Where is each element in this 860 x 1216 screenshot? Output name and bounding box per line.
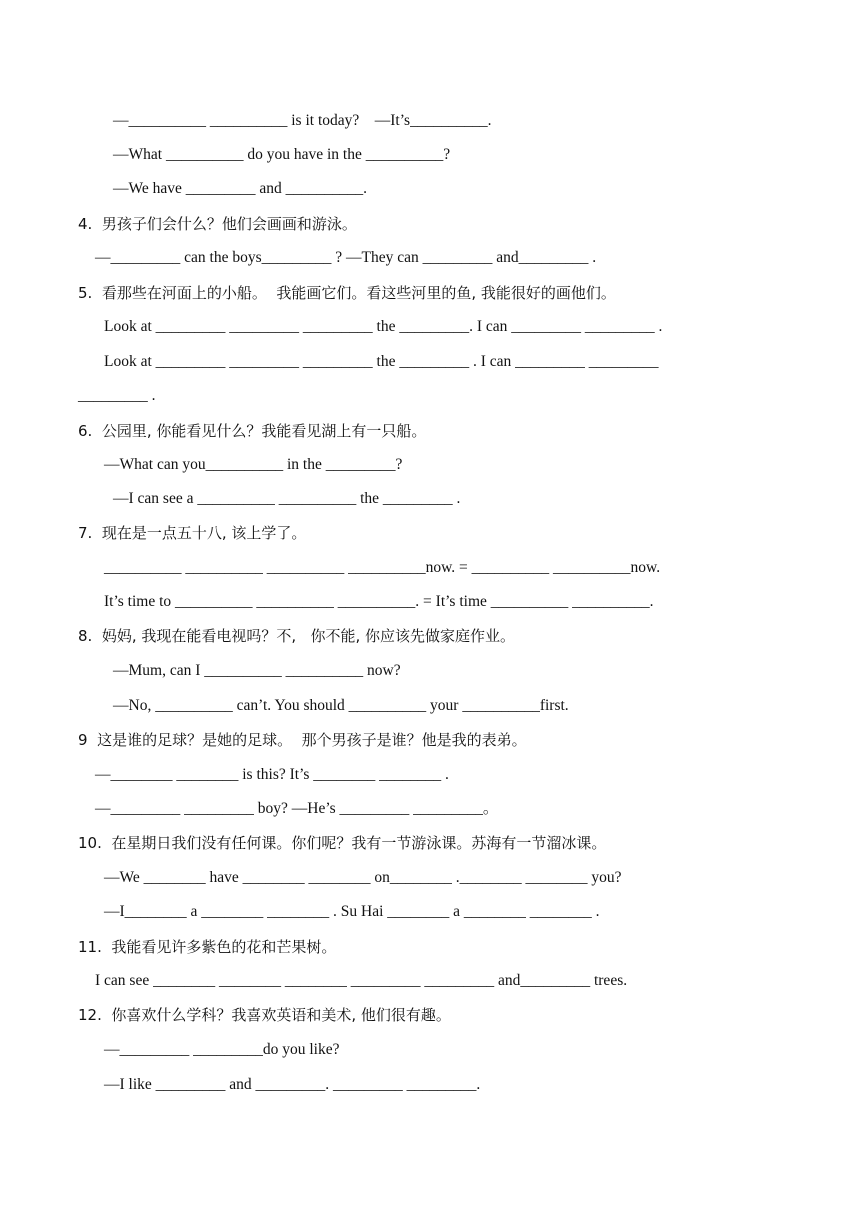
- q3-answer-line: —We have _________ and __________.: [113, 180, 368, 197]
- q10-prompt: 10. 在星期日我们没有任何课。你们呢？我有一节游泳课。苏海有一节溜冰课。: [78, 834, 607, 852]
- q8-line-1: —Mum, can I __________ __________ now?: [113, 662, 401, 679]
- q7-line-2: It’s time to __________ __________ __________. = It’s time __________ __________.: [104, 593, 654, 610]
- q6-prompt: 6. 公园里, 你能看见什么？我能看见湖上有一只船。: [78, 422, 427, 440]
- q5-prompt: 5. 看那些在河面上的小船。 我能画它们。看这些河里的鱼, 我能很好的画他们。: [78, 284, 616, 302]
- q5-line-3: _________ .: [78, 387, 156, 404]
- q8-prompt: 8. 妈妈, 我现在能看电视吗？不, 你不能, 你应该先做家庭作业。: [78, 627, 515, 645]
- q5-line-2: Look at _________ _________ _________ the _________ . I can _________ _________: [104, 353, 659, 370]
- q11-prompt: 11. 我能看见许多紫色的花和芒果树。: [78, 938, 337, 956]
- q3-question-line-2: —What __________ do you have in the __________?: [113, 146, 451, 163]
- q3-question-line-1: —__________ __________ is it today? —It’s__________.: [113, 112, 492, 129]
- q8-line-2: —No, __________ can’t. You should __________ your __________first.: [113, 697, 569, 714]
- q9-prompt: 9 这是谁的足球？是她的足球。 那个男孩子是谁？他是我的表弟。: [78, 731, 527, 749]
- q4-line-1: —_________ can the boys_________ ? —They can _________ and_________ .: [95, 249, 597, 266]
- q4-prompt: 4. 男孩子们会什么？他们会画画和游泳。: [78, 215, 357, 233]
- q7-prompt: 7. 现在是一点五十八, 该上学了。: [78, 524, 307, 542]
- q9-line-1: —________ ________ is this? It’s ________ ________ .: [95, 766, 449, 783]
- q5-line-1: Look at _________ _________ _________ the _________. I can _________ _________ .: [104, 318, 663, 335]
- q6-line-2: —I can see a __________ __________ the _________ .: [113, 490, 461, 507]
- q10-line-2: —I________ a ________ ________ . Su Hai ________ a ________ ________ .: [104, 903, 600, 920]
- q10-line-1: —We ________ have ________ ________ on________ .________ ________ you?: [104, 869, 622, 886]
- q7-line-1: __________ __________ __________ __________now. = __________ __________now.: [104, 559, 661, 576]
- q12-line-2: —I like _________ and _________. _________ _________.: [104, 1076, 481, 1093]
- q11-line-1: I can see ________ ________ ________ _________ _________ and_________ trees.: [95, 972, 628, 989]
- q12-prompt: 12. 你喜欢什么学科？我喜欢英语和美术, 他们很有趣。: [78, 1006, 451, 1024]
- q9-line-2: —_________ _________ boy? —He’s _________ _________。: [95, 800, 499, 817]
- q12-line-1: —_________ _________do you like?: [104, 1041, 340, 1058]
- q6-line-1: —What can you__________ in the _________?: [104, 456, 403, 473]
